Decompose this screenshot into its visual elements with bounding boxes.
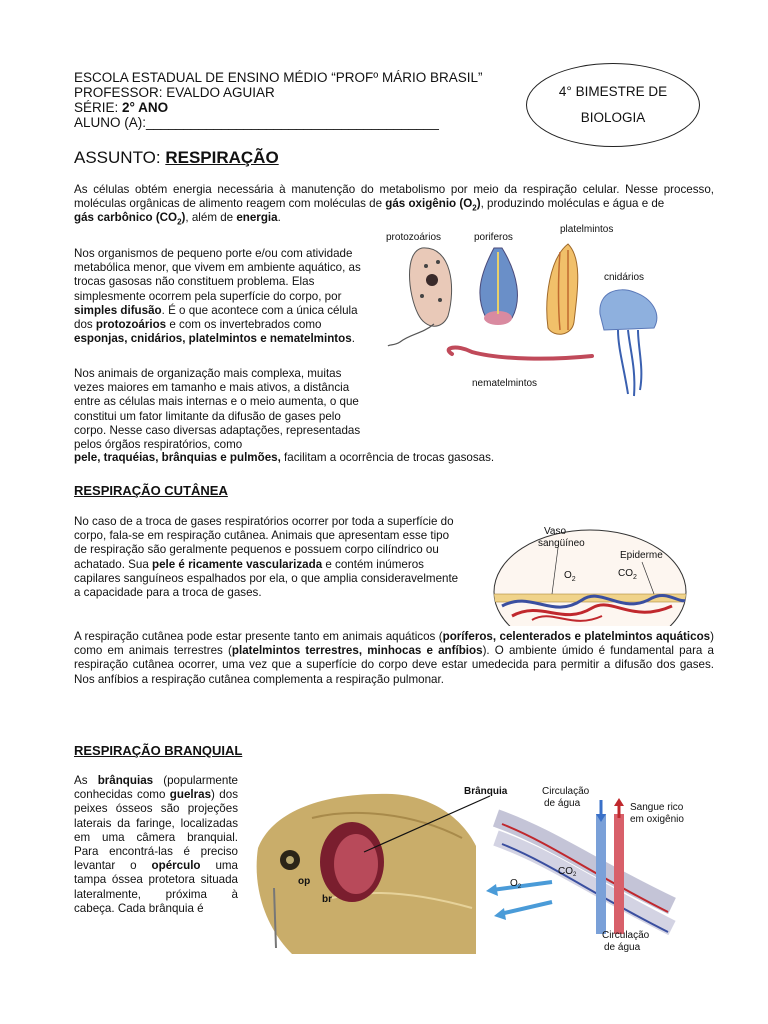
label-epiderme: Epiderme (620, 550, 663, 561)
student-line: ALUNO (A):_______________________________________ (74, 115, 439, 130)
cutanea-paragraph-1: No caso de a troca de gases respiratórios ocorrer por toda a superfície do corpo, fala-se em respiração cutânea. Animais que apresentam esse tipo de respiração são geralmente pequenos e possuem corpo cilíndrico ou achatado. Sua pele é ricamente vascularizada e contém inúmeros capilares sanguíneos espalhados por ela, o que amplia consideravelmente a capacidade para a troca de gases. (74, 515, 459, 600)
school-name: ESCOLA ESTADUAL DE ENSINO MÉDIO “PROFº MÁRIO BRASIL” (74, 70, 483, 85)
label-br: br (322, 894, 332, 905)
label-op: op (298, 876, 311, 887)
label-sangue-2: em oxigênio (630, 814, 684, 825)
fish-head-photo (257, 794, 476, 954)
skin-vascularization-figure (492, 520, 688, 626)
section-heading-branquial: RESPIRAÇÃO BRANQUIAL (74, 743, 243, 758)
label-nematelmintos: nematelmintos (472, 378, 538, 389)
label-gill-o2: $O_2$ (510, 878, 522, 890)
organisms-figure (382, 218, 682, 402)
intro-paragraph: As células obtém energia necessária à manutenção do metabolismo por meio da respiração celular. Nesse processo, moléculas orgânicas de alimento reagem com moléculas de gás oxigênio $(O_2)$, produzindo moléculas e água e de (74, 183, 714, 213)
label-branquia: Brânquia (464, 786, 508, 797)
badge-line-2: BIOLOGIA (580, 110, 646, 125)
fish-gill-figure (252, 778, 692, 954)
label-cnidarios: cnidários (604, 272, 645, 283)
label-circulacao-2a: Circulação (602, 930, 650, 941)
protozoan-drawing (388, 248, 452, 346)
flatworm-drawing (547, 244, 578, 334)
label-poriferos: poriferos (474, 232, 513, 243)
label-sangue-1: Sangue rico (630, 802, 684, 813)
complex-organisms-paragraph: Nos animais de organização mais complexa, muitas vezes maiores em tamanho e mais ativos, a distância entre as células mais internas e o meio aumenta, o que constitui um fator limitante da difusão de gases pelo corpo. Nesse caso diversas adaptações, representadas pelos órgãos respiratórios, como (74, 367, 361, 452)
label-circulacao-1a: Circulação (542, 786, 590, 797)
bimester-badge (526, 63, 700, 147)
badge-line-1: 4° BIMESTRE DE (558, 84, 668, 99)
subject-title: ASSUNTO: RESPIRAÇÃO (74, 148, 279, 167)
roundworm-drawing (449, 348, 592, 359)
label-circulacao-2b: de água (604, 942, 641, 953)
professor-line: PROFESSOR: EVALDO AGUIAR (74, 85, 275, 100)
label-sanguineo: sangüíneo (538, 538, 585, 549)
section-heading-cutanea: RESPIRAÇÃO CUTÂNEA (74, 483, 228, 498)
serie-line: SÉRIE: 2° ANO (74, 100, 169, 115)
label-circulacao-1b: de água (544, 798, 581, 809)
school-header (74, 70, 514, 130)
small-organisms-paragraph: Nos organismos de pequeno porte e/ou com atividade metabólica menor, que vivem em ambiente aquático, as trocas gasosas não constituem problema. Elas simplesmente ocorrem pela superfície do corpo, por simples difusão. É o que acontece com a única célula dos protozoários e com os invertebrados como esponjas, cnidários, platelmintos e nematelmintos. (74, 247, 361, 346)
label-gill-co2: $CO_2$ (558, 866, 577, 878)
complex-organisms-paragraph-end: pele, traquéias, brânquias e pulmões, facilitam a ocorrência de trocas gasosas. (74, 451, 495, 464)
label-vaso: Vaso (544, 526, 567, 537)
cnidarian-drawing (600, 290, 657, 396)
sponge-drawing (480, 248, 518, 325)
branquial-paragraph: As brânquias (popularmente conhecidas como guelras) dos peixes ósseos são projeções laterais da faringe, localizadas em uma câmera branquial. Para encontrá-las é preciso levantar o opérculo uma tampa óssea protetora situada lateralmente, próxima à cabeça. Cada brânquia é (74, 774, 238, 915)
label-platelmintos: platelmintos (560, 224, 614, 235)
label-o2: $O_2$ (564, 570, 576, 583)
intro-paragraph-cont: gás carbônico $(CO_2)$, além de energia. (74, 211, 281, 227)
label-protozoarios: protozoários (386, 232, 442, 243)
cutanea-paragraph-2: A respiração cutânea pode estar presente tanto em animais aquáticos (poríferos, celenterados e platelmintos aquáticos) como em animais terrestres (platelmintos terrestres, minhocas e anfíbios). O ambiente úmido é fundamental para a respiração cutânea ocorrer, uma vez que a superfície do corpo deve estar umedecida para permitir a difusão dos gases. Nos anfíbios a respiração cutânea complementa a respiração pulmonar. (74, 630, 714, 686)
label-co2: $CO_2$ (618, 568, 637, 581)
